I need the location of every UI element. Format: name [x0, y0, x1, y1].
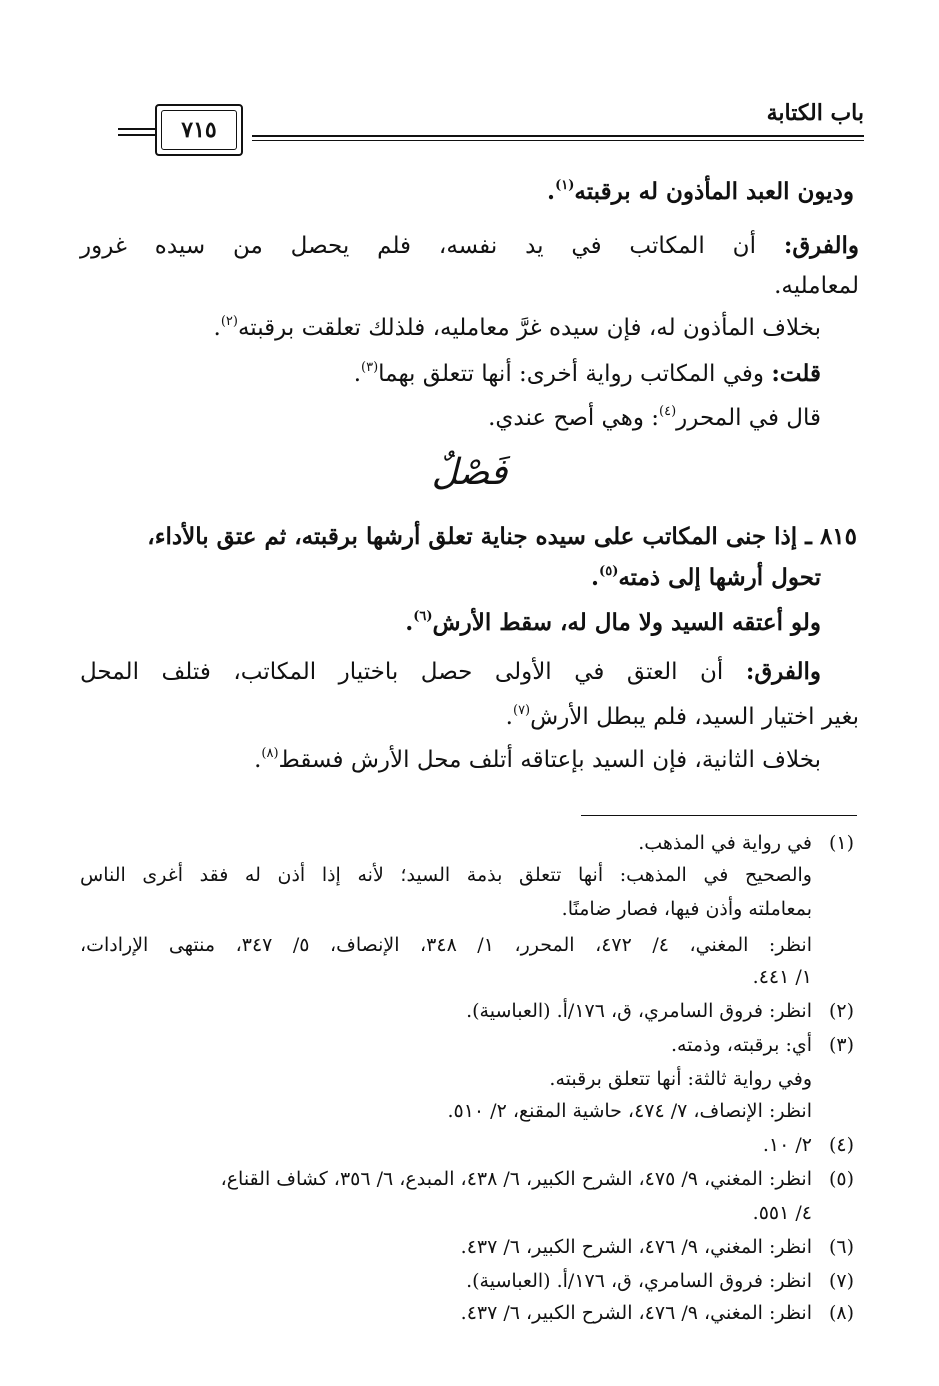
text-line-4: بخلاف المأذون له، فإن سيده غرَّ معامليه، فلذلك تعلقت برقبته$^{(٢)}$.	[213, 314, 821, 341]
text-line-1: وديون العبد المأذون له برقبته$^{(١)}$.	[547, 178, 854, 205]
footnote-number: (٤)	[828, 1134, 854, 1156]
footnote-1-line-5: ١/ ٤٤١.	[752, 966, 812, 988]
text-line-5: قلت: وفي المكاتب رواية أخرى: أنها تتعلق بهما$^{(٣)}$.	[353, 360, 821, 387]
header-rule-left	[118, 128, 155, 130]
text-line-3: لمعامليه.	[774, 273, 859, 299]
text-line-6: قال في المحرر$^{(٤)}$: وهي أصح عندي.	[488, 404, 821, 431]
footnote-3-line-2: وفي رواية ثالثة: أنها تتعلق برقبته.	[549, 1068, 812, 1090]
header-rule-right	[252, 135, 864, 137]
footnote-number: (١)	[828, 832, 854, 854]
footnote-1-line-3: بمعاملته وأذن فيها، فصار ضامنًا.	[561, 898, 812, 920]
footnote-1-line-2: والصحيح في المذهب: أنها تتعلق بذمة السيد؛ لأنه إذا أذن له فقد أغرى الناس	[80, 864, 812, 886]
footnote-8: (٨)انظر: المغني، ٩/ ٤٧٦، الشرح الكبير، ٦/ ٤٣٧.	[80, 1298, 854, 1328]
text-line-9: ولو أعتقه السيد ولا مال له، سقط الأرش$^{(٦)}$.	[405, 609, 821, 636]
text-line-8: تحول أرشها إلى ذمته$^{(٥)}$.	[591, 564, 821, 591]
text-line-7: ٨١٥ ـ إذا جنى المكاتب على سيده جناية تعلق أرشها برقبته، ثم عتق بالأداء،	[147, 523, 857, 550]
footnote-number: (٦)	[828, 1236, 854, 1258]
chapter-title: باب الكتابة	[766, 100, 864, 126]
footnote-2: (٢)انظر: فروق السامري، ق، ١٧٦/أ. (العباسية).	[80, 996, 854, 1026]
qultu-label: قلت:	[771, 360, 821, 387]
page-number: ٧١٥	[181, 117, 217, 143]
footnote-number: (٨)	[828, 1302, 854, 1324]
text-line-12: بخلاف الثانية، فإن السيد بإعتاقه أتلف محل الأرش فسقط$^{(٨)}$.	[254, 746, 821, 773]
footnote-5-line-2: ٤/ ٥٥١.	[752, 1202, 812, 1224]
footnote-separator	[581, 815, 857, 816]
text-line-11: بغير اختيار السيد، فلم يبطل الأرش$^{(٧)}$.	[505, 703, 859, 730]
section-heading-fasl: فَصْلٌ	[431, 452, 508, 493]
footnote-number: (٢)	[828, 1000, 854, 1022]
footnote-7: (٧)انظر: فروق السامري، ق، ١٧٦/أ. (العباسية).	[80, 1266, 854, 1296]
header-rule-left-2	[118, 134, 155, 136]
header-rule-right-thin	[252, 140, 864, 141]
difference-label-2: والفرق:	[745, 658, 821, 685]
text-line-10: والفرق: أن العتق في الأولى حصل باختيار المكاتب، فتلف المحل	[80, 658, 821, 685]
footnote-1: (١)في رواية في المذهب.	[80, 828, 854, 858]
footnote-6: (٦)انظر: المغني، ٩/ ٤٧٦، الشرح الكبير، ٦/ ٤٣٧.	[80, 1232, 854, 1262]
footnote-1-line-4: انظر: المغني، ٤/ ٤٧٢، المحرر، ١/ ٣٤٨، الإنصاف، ٥/ ٣٤٧، منتهى الإرادات،	[80, 934, 812, 956]
footnote-number: (٧)	[828, 1270, 854, 1292]
footnote-3-line-3: انظر: الإنصاف، ٧/ ٤٧٤، حاشية المقنع، ٢/ ٥١٠.	[447, 1100, 812, 1122]
page-number-frame	[155, 104, 243, 156]
footnote-4: (٤)٢/ ١٠.	[80, 1130, 854, 1160]
footnote-3: (٣)أي: برقبته، وذمته.	[80, 1030, 854, 1060]
difference-label: والفرق:	[783, 232, 859, 259]
text-line-2: والفرق: أن المكاتب في يد نفسه، فلم يحصل من سيده غرور	[80, 232, 859, 259]
footnote-number: (٣)	[828, 1034, 854, 1056]
footnote-number: (٥)	[828, 1168, 854, 1190]
footnote-5: (٥)انظر: المغني، ٩/ ٤٧٥، الشرح الكبير، ٦/ ٤٣٨، المبدع، ٦/ ٣٥٦، كشاف القناع،	[80, 1164, 854, 1194]
